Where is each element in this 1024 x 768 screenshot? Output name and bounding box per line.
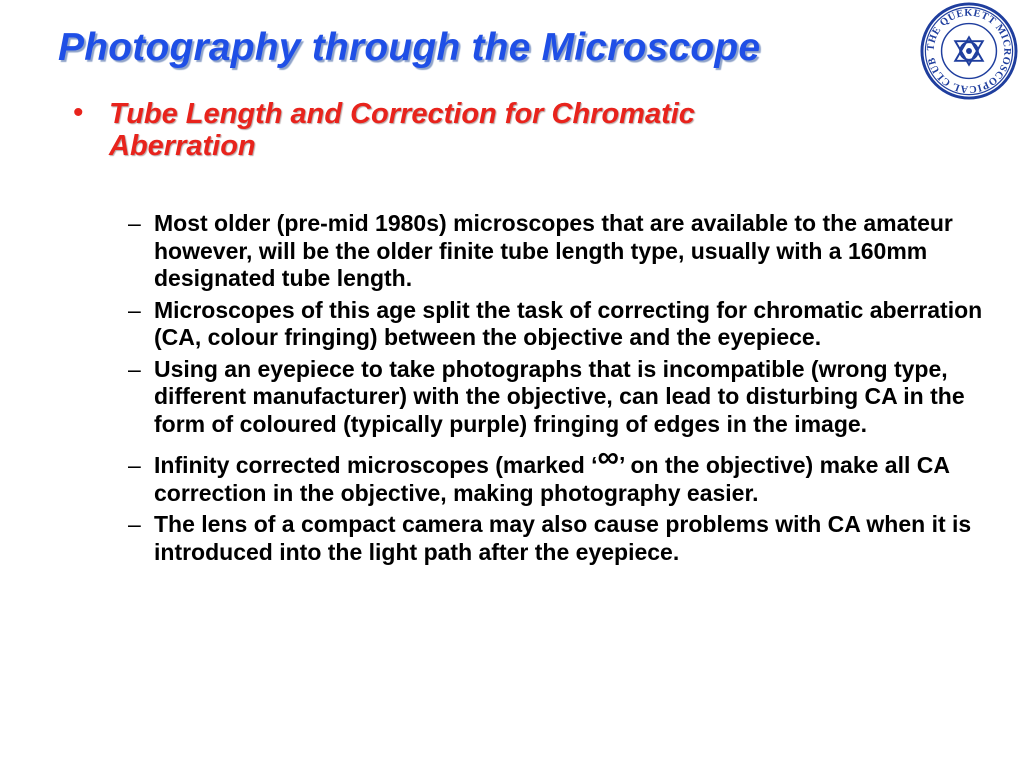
dash-marker: –	[128, 452, 141, 478]
dash-marker: –	[128, 511, 141, 537]
list-item-text-before: Infinity corrected microscopes (marked ‘	[154, 452, 598, 478]
dash-marker: –	[128, 210, 141, 236]
list-item-text-after: ’ on the objective) make all CA correction in the objective, making photography easier.	[154, 452, 950, 506]
sub-bullet-list	[128, 210, 988, 570]
bullet-marker: •	[73, 96, 84, 129]
bullet-heading: Tube Length and Correction for Chromatic Aberration	[109, 98, 695, 162]
list-item-text: The lens of a compact camera may also cause problems with CA when it is introduced into the light path after the eyepiece.	[154, 511, 972, 565]
slide-title: Photography through the Microscope	[58, 26, 761, 69]
seal-ring-text: THE QUEKETT MICROSCOPICAL CLUB	[925, 7, 1013, 95]
list-item	[128, 511, 988, 566]
society-seal-icon	[920, 2, 1018, 100]
list-item-text: Most older (pre-mid 1980s) microscopes that are available to the amateur however, will be the older finite tube length type, usually with a 160mm designated tube length.	[154, 210, 953, 291]
list-item-text: Using an eyepiece to take photographs that is incompatible (wrong type, different manufacturer) with the objective, can lead to disturbing CA in the form of coloured (typically purple) fringing of edges in the image.	[154, 355, 965, 437]
list-item	[128, 210, 988, 293]
list-item-text: Microscopes of this age split the task of correcting for chromatic aberration (CA, colour fringing) between the objective and the eyepiece.	[154, 296, 983, 350]
list-item	[128, 441, 988, 507]
main-bullet	[73, 98, 833, 162]
dash-marker: –	[128, 296, 141, 323]
dash-marker: –	[128, 355, 141, 382]
list-item	[128, 297, 988, 352]
list-item	[128, 356, 988, 439]
infinity-symbol: ∞	[597, 441, 619, 474]
